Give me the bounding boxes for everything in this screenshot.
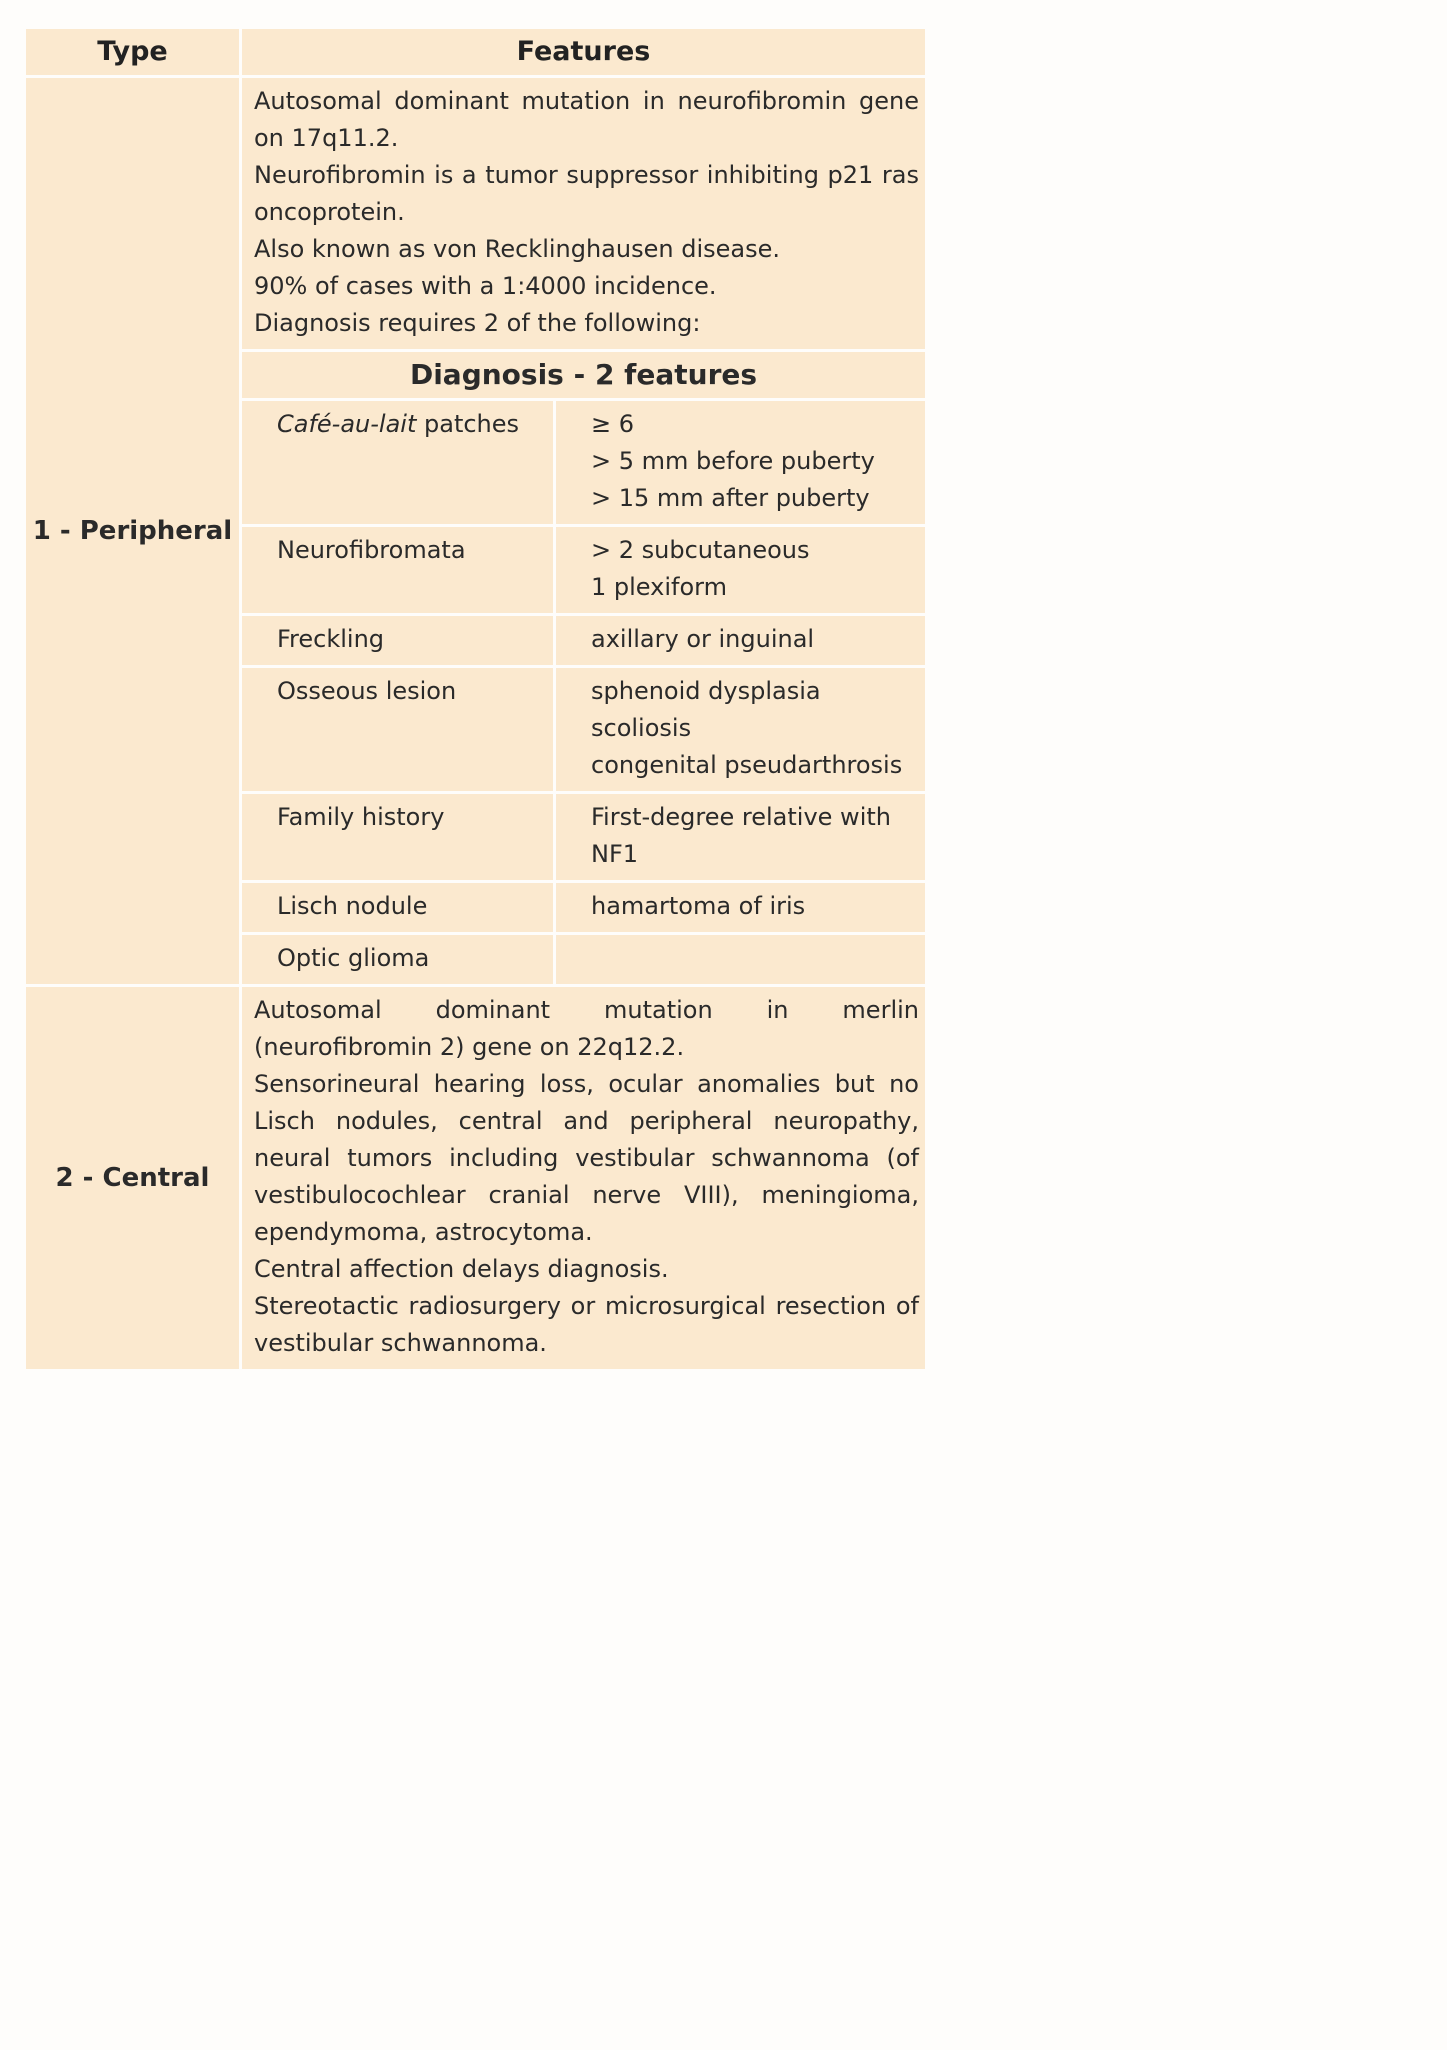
intro-line: Neurofibromin is a tumor suppressor inhibiting p21 ras oncoprotein.	[254, 161, 919, 226]
criterion-values-empty	[555, 934, 927, 986]
intro-line: Diagnosis requires 2 of the following:	[254, 309, 701, 337]
criterion-name: Optic glioma	[241, 934, 555, 986]
criterion-name	[241, 400, 555, 526]
criterion-name: Neurofibromata	[241, 526, 555, 615]
intro-line: Autosomal dominant mutation in neurofibromin gene on 17q11.2.	[254, 87, 919, 152]
criterion-name: Family history	[241, 793, 555, 882]
intro-line: 90% of cases with a 1:4000 incidence.	[254, 272, 717, 300]
criterion-values	[555, 882, 927, 934]
type-peripheral: 1 - Peripheral	[25, 77, 241, 986]
criterion-value: congenital pseudarthrosis	[591, 751, 903, 779]
criterion-values	[555, 667, 927, 793]
criterion-value: ≥ 6	[591, 410, 635, 438]
criterion-name-italic: Café-au-lait	[277, 410, 417, 438]
criterion-value: > 5 mm before puberty	[591, 447, 875, 475]
central-paragraph: Central affection delays diagnosis.	[254, 1255, 669, 1283]
central-paragraph: Sensorineural hearing loss, ocular anomalies but no Lisch nodules, central and peripheral neuropathy, neural tumors including vestibular schwannoma (of vestibulocochlear cranial nerve VIII), meningioma, ependymoma, astrocytoma.	[254, 1070, 919, 1246]
diagnosis-header: Diagnosis - 2 features	[241, 351, 927, 400]
criterion-name: Lisch nodule	[241, 882, 555, 934]
criterion-value: hamartoma of iris	[591, 892, 806, 920]
criterion-value: 1 plexiform	[591, 573, 727, 601]
central-description	[241, 986, 927, 1371]
header-features: Features	[241, 28, 927, 77]
central-paragraph: Stereotactic radiosurgery or microsurgical resection of vestibular schwannoma.	[254, 1292, 919, 1357]
criterion-value: First-degree relative with NF1	[591, 803, 891, 868]
type-central: 2 - Central	[25, 986, 241, 1371]
intro-line: Also known as von Recklinghausen disease.	[254, 235, 780, 263]
criterion-values	[555, 526, 927, 615]
peripheral-intro-row	[25, 77, 927, 351]
criterion-value: axillary or inguinal	[591, 625, 815, 653]
central-paragraph: Autosomal dominant mutation in merlin (neurofibromin 2) gene on 22q12.2.	[254, 996, 919, 1061]
criterion-value: > 15 mm after puberty	[591, 484, 870, 512]
criterion-values	[555, 400, 927, 526]
criterion-name: Osseous lesion	[241, 667, 555, 793]
criterion-name: Freckling	[241, 615, 555, 667]
criterion-values	[555, 793, 927, 882]
criterion-values	[555, 615, 927, 667]
neurofibromatosis-table	[23, 26, 928, 1372]
criterion-value: > 2 subcutaneous	[591, 536, 810, 564]
central-row	[25, 986, 927, 1371]
criterion-value: scoliosis	[591, 714, 692, 742]
peripheral-intro	[241, 77, 927, 351]
table-header-row	[25, 28, 927, 77]
criterion-value: sphenoid dysplasia	[591, 677, 821, 705]
criterion-name-rest: patches	[416, 410, 520, 438]
header-type: Type	[25, 28, 241, 77]
